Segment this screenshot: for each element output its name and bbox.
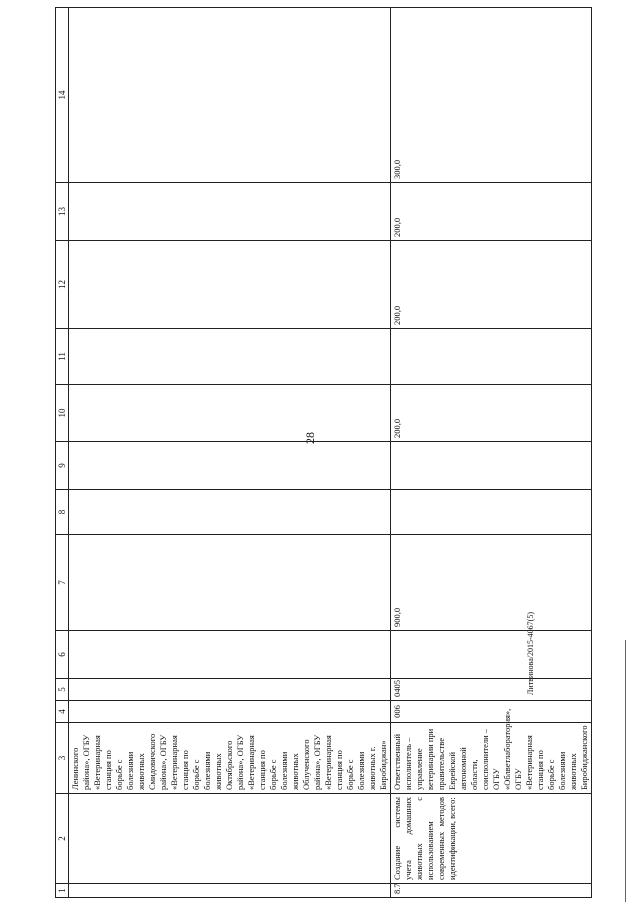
header-cell-12: 12	[56, 241, 69, 329]
cont-cell-1	[69, 884, 391, 898]
cont-cell-13	[69, 183, 391, 241]
measure-name: Создание системы учета домашних животных с использованием современных методов идентификации, всего:	[391, 794, 592, 884]
cont-cell-11	[69, 329, 391, 385]
cont-cell-2	[69, 794, 391, 884]
row-number: 8.7	[391, 884, 592, 898]
cont-cell-7	[69, 535, 391, 631]
cont-cell-9	[69, 442, 391, 490]
document-code: Литвинова/2015-4067(5)	[526, 612, 535, 695]
cont-cell-6	[69, 631, 391, 679]
header-cell-3: 3	[56, 723, 69, 794]
cont-responsible-text: Ленинского района», ОГБУ «Ветеринарная станция по борьбе с болезнями животных Смидовичского района», ОГБУ «Ветеринарная станция по борьбе с болезнями животных Октябрьского района», ОГБУ «Ветеринарная станция по борьбе с болезнями животных Облученского района», ОГБУ «Ветеринарная станция по борьбе с болезнями животных г. Биробиджан»	[69, 723, 391, 794]
row-cell-9	[391, 442, 592, 490]
rzpr-code: 0405	[391, 679, 592, 701]
row-cell-8	[391, 490, 592, 535]
value-col-13: 200,0	[391, 183, 592, 241]
row-cell-11	[391, 329, 592, 385]
continuation-row	[69, 8, 391, 898]
row-8-7	[391, 8, 592, 898]
header-cell-5: 5	[56, 679, 69, 701]
program-table	[55, 48, 589, 898]
total-value: 900,0	[391, 535, 592, 631]
grbs-code: 006	[391, 701, 592, 723]
header-cell-1: 1	[56, 884, 69, 898]
header-cell-10: 10	[56, 385, 69, 442]
header-cell-14: 14	[56, 8, 69, 183]
header-cell-9: 9	[56, 442, 69, 490]
cont-cell-14	[69, 8, 391, 183]
header-cell-7: 7	[56, 535, 69, 631]
table	[55, 7, 592, 898]
header-cell-8: 8	[56, 490, 69, 535]
cont-cell-8	[69, 490, 391, 535]
page-number: 28	[303, 432, 317, 444]
header-cell-13: 13	[56, 183, 69, 241]
responsible-executor: Ответственный исполнитель – управление ветеринарии при правительстве Еврейской автономной области, соисполнители – ОГБУ «Облветлаборатория», ОГБУ «Ветеринарная станция по борьбе с болезнями животных Биробиджанского	[391, 723, 592, 794]
header-cell-11: 11	[56, 329, 69, 385]
header-cell-6: 6	[56, 631, 69, 679]
header-row	[56, 8, 69, 898]
value-col-10: 200,0	[391, 385, 592, 442]
row-cell-6	[391, 631, 592, 679]
value-col-14: 300,0	[391, 8, 592, 183]
cont-cell-10	[69, 385, 391, 442]
margin-line	[625, 640, 626, 902]
cont-cell-5	[69, 679, 391, 701]
cont-cell-12	[69, 241, 391, 329]
header-cell-2: 2	[56, 794, 69, 884]
cont-cell-4	[69, 701, 391, 723]
value-col-12: 200,0	[391, 241, 592, 329]
header-cell-4: 4	[56, 701, 69, 723]
